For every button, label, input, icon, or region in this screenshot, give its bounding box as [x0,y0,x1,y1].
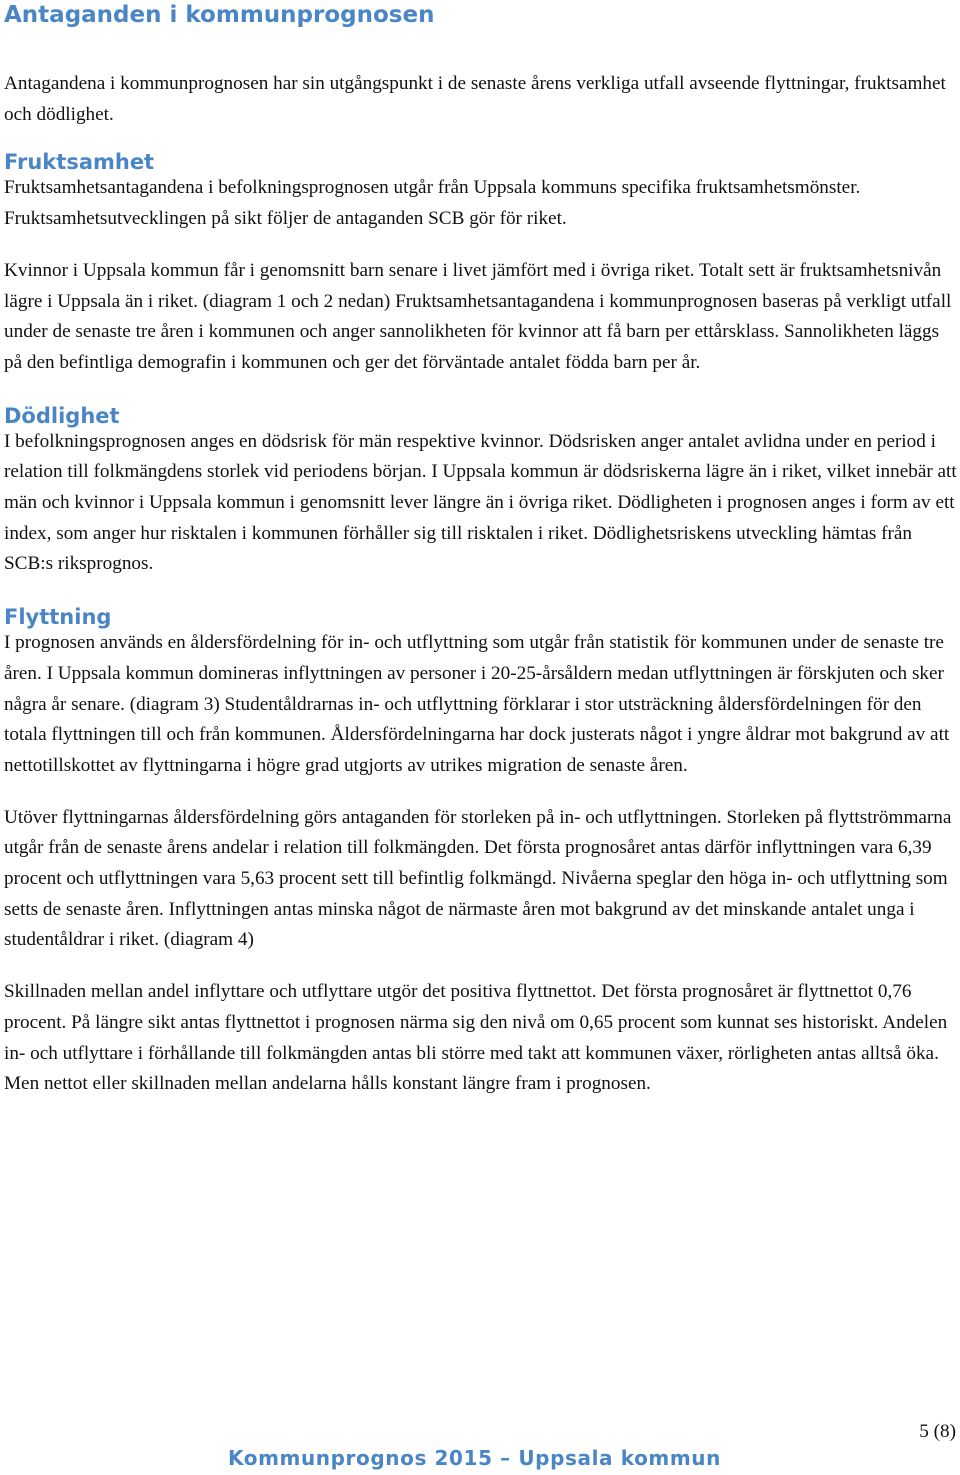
dodlighet-paragraph-1: I befolkningsprognosen anges en dödsrisk för män respektive kvinnor. Dödsrisken anger antalet avlidna under en period i relation till folkmängdens storlek vid periodens början. I Uppsala kommun är dödsriskerna lägre än i riket, vilket innebär att män och kvinnor i Uppsala kommun i genomsnitt lever längre än i övriga riket. Dödligheten i prognosen anges i form av ett index, som anger hur risktalen i kommunen förhåller sig till risktalen i riket. Dödlighetsriskens utveckling hämtas från SCB:s riksprognos. [4,430,957,575]
fruktsamhet-paragraph-1: Fruktsamhetsantagandena i befolkningsprognosen utgår från Uppsala kommuns specifika fruktsamhetsmönster. Fruktsamhetsutvecklingen på sikt följer de antaganden SCB gör för riket. [4,177,861,230]
footer-text: Kommunprognos 2015 – Uppsala kommun [228,1446,721,1470]
fruktsamhet-paragraph-2: Kvinnor i Uppsala kommun får i genomsnitt barn senare i livet jämfört med i övriga riket. Totalt sett är fruktsamhetsnivån lägre i Uppsala än i riket. (diagram 1 och 2 nedan) Fruktsamhetsantagandena i kommunprognosen baseras på verkligt utfall under de senaste tre åren i kommunen och anger sannolikheten för kvinnor att få barn per ettårsklass. Sannolikheten läggs på den befintliga demografin i kommunen och ger det förväntade antalet födda barn per år. [4,259,952,373]
heading-flyttning: Flyttning [4,605,112,630]
heading-dodlighet: Dödlighet [4,403,120,428]
intro-paragraph: Antagandena i kommunprognosen har sin utgångspunkt i de senaste årens verkliga utfall avseende flyttningar, fruktsamhet och dödlighet. [4,73,946,125]
flyttning-paragraph-1: I prognosen används en åldersfördelning för in- och utflyttning som utgår från statistik för kommunen under de senaste tre åren. I Uppsala kommun domineras inflyttningen av personer i 20-25-årsåldern medan utflyttningen är förskjuten och sker några år senare. (diagram 3) Studentåldrarnas in- och utflyttning förklarar i stor utsträckning åldersfördelningen för den totala flyttningen till och från kommunen. Åldersfördelningarna har dock justerats något i yngre åldrar mot bakgrund av att nettotillskottet av flyttningarna i högre grad utgjorts av utrikes migration de senaste åren. [4,632,950,776]
flyttning-paragraph-2: Utöver flyttningarnas åldersfördelning görs antaganden för storleken på in- och utflyttningen. Storleken på flyttströmmarna utgår från de senaste årens andelar i relation till folkmängden. Det första prognosåret antas därför inflyttningen vara 6,39 procent och utflyttningen vara 5,63 procent sett till befintlig folkmängd. Nivåerna speglar den höga in- och utflyttning som setts de senaste åren. Inflyttningen antas minska något de närmaste åren mot bakgrund av det minskande antalet unga i studentåldrar i riket. (diagram 4) [4,806,952,951]
page-title: Antaganden i kommunprognosen [4,2,435,28]
page-number: 5 (8) [919,1421,956,1442]
flyttning-paragraph-3: Skillnaden mellan andel inflyttare och utflyttare utgör det positiva flyttnettot. Det första prognosåret är flyttnettot 0,76 procent. På längre sikt antas flyttnettot i prognosen närma sig den nivå om 0,65 procent som kunnat ses historiskt. Andelen in- och utflyttare i förhållande till folkmängden antas bli större med takt att kommunen växer, rörligheten antas alltså öka. Men nettot eller skillnaden mellan andelarna hålls konstant längre fram i prognosen. [4,981,948,1095]
document-page [4,0,960,1100]
heading-fruktsamhet: Fruktsamhet [4,150,155,175]
